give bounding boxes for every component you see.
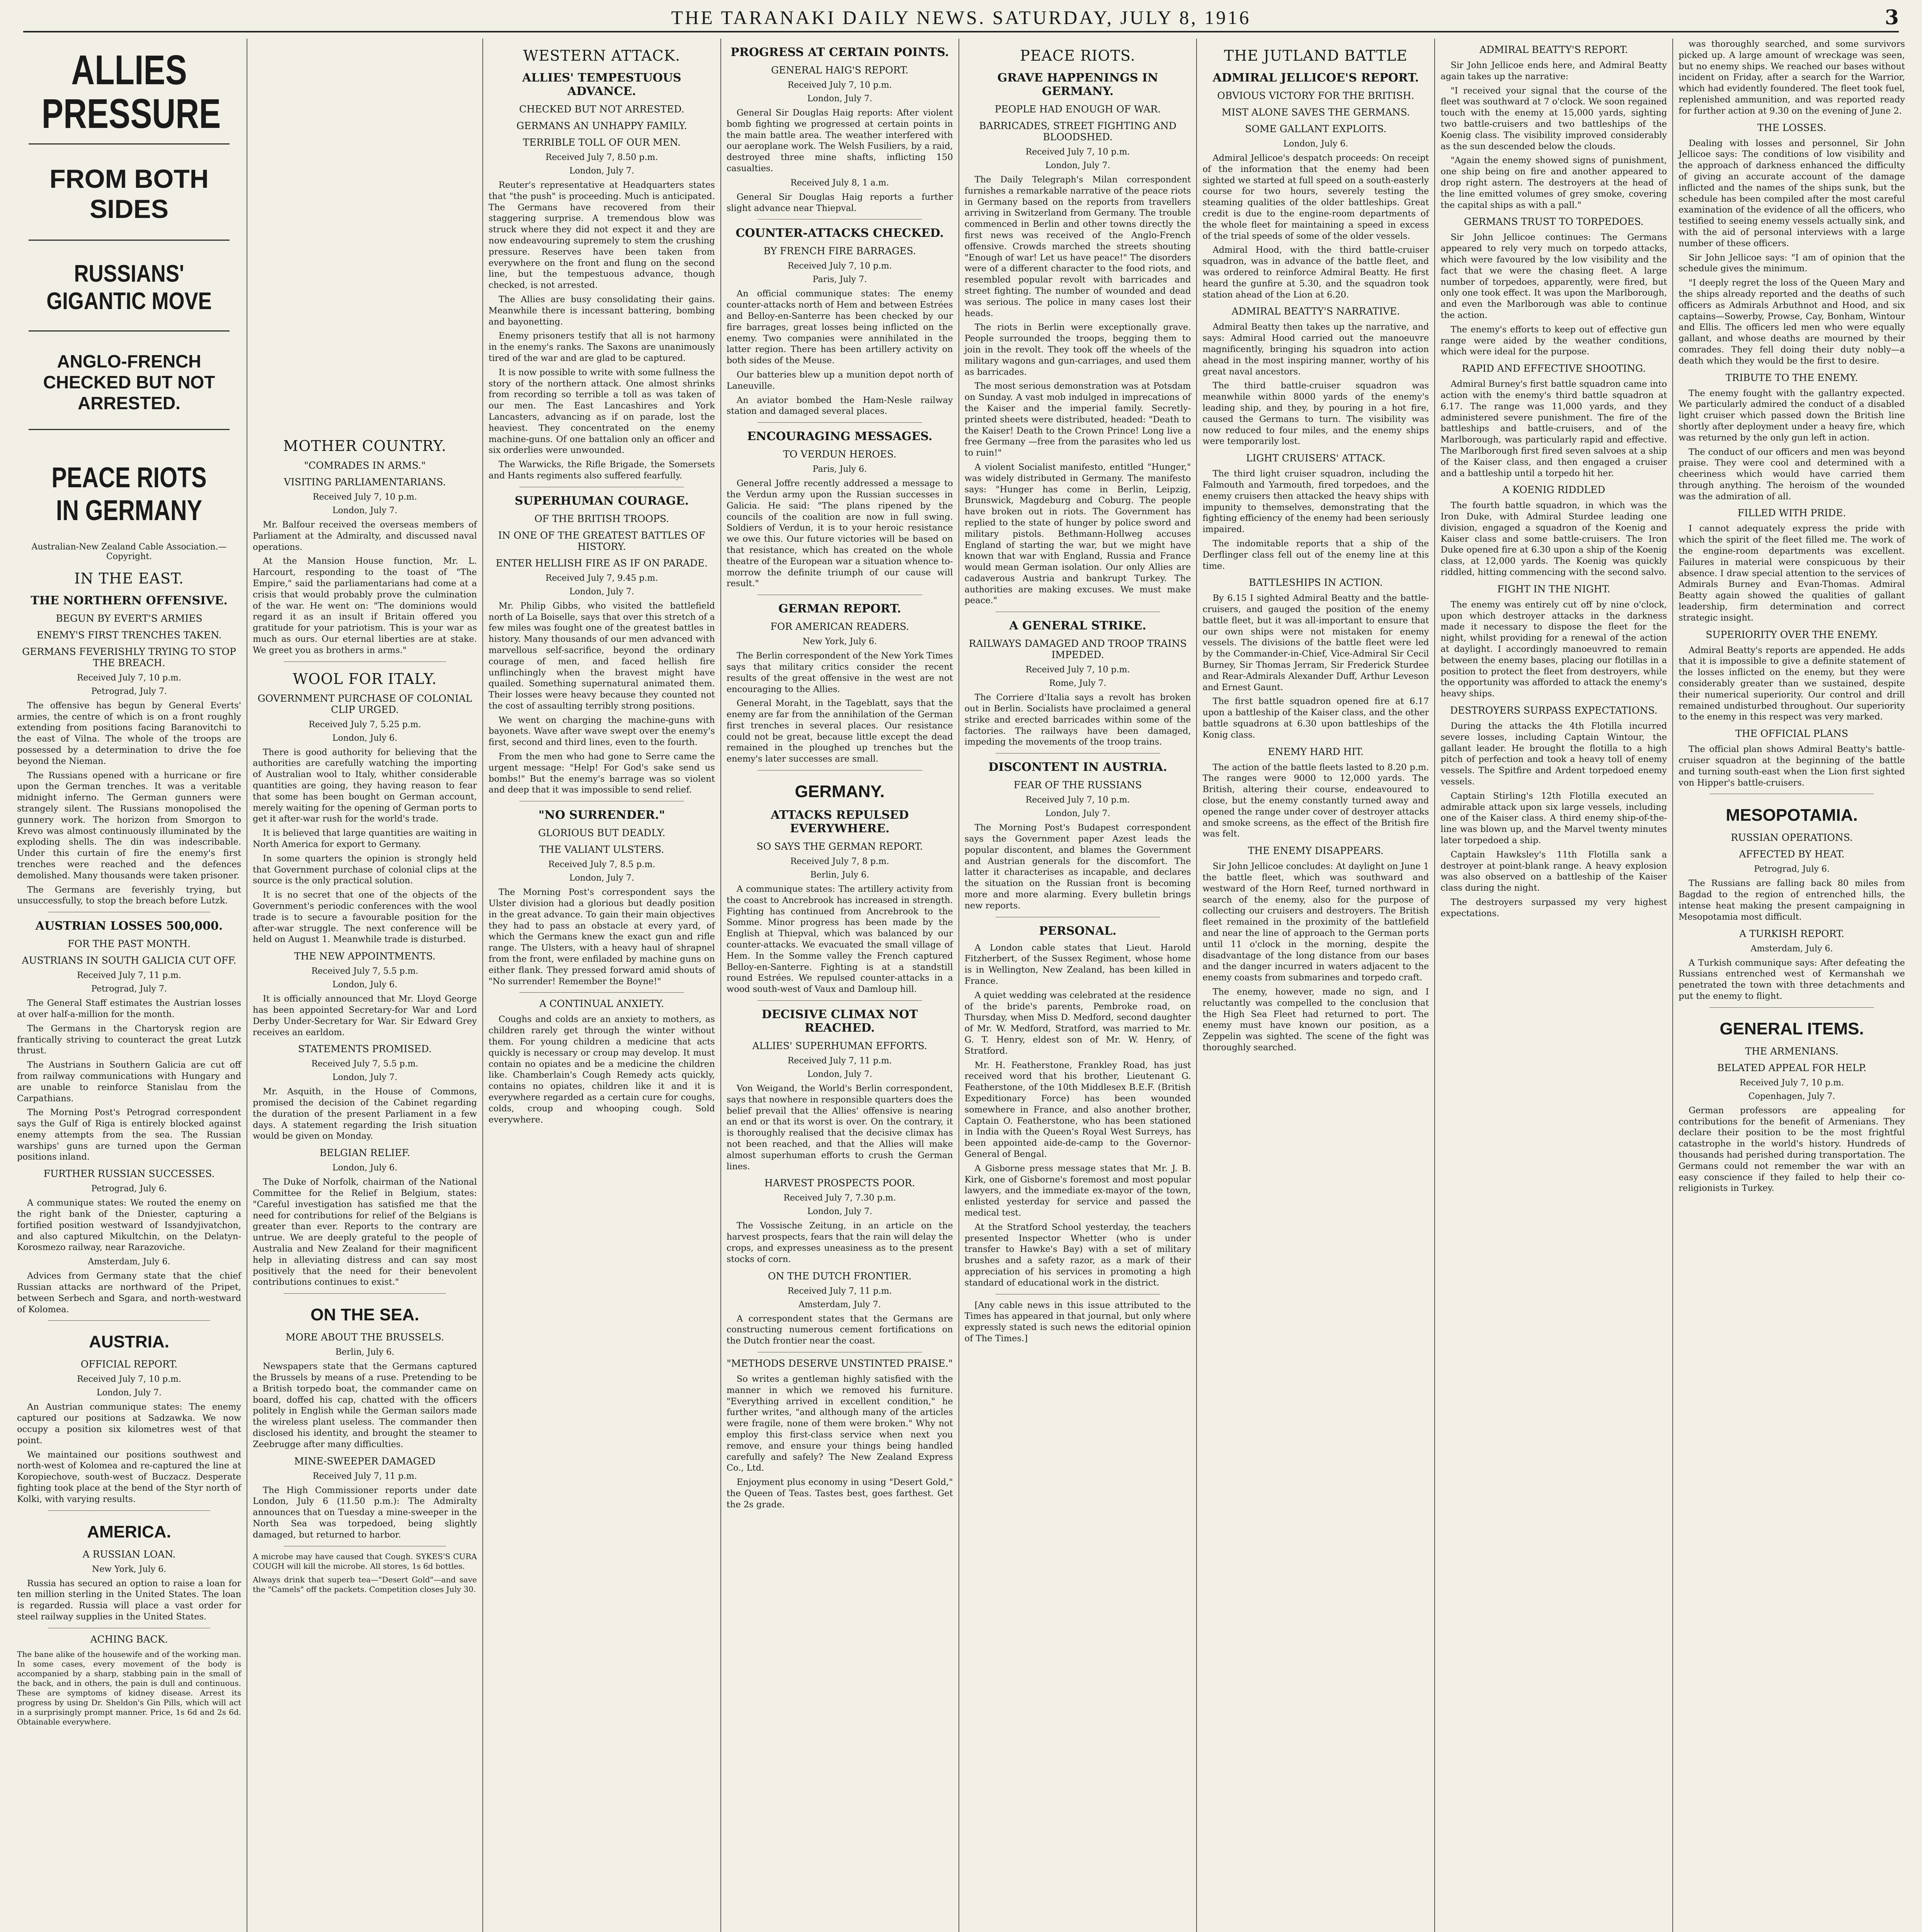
received-line: Received July 7, 10 p.m. [787,261,892,271]
article-paragraph: Mr. Balfour received the overseas members of Parliament at the Admiralty, and discussed naval operations. [253,520,477,552]
article-paragraph: General Joffre recently addressed a message to the Verdun army upon the Russian successes in Galicia. He said: "The plans ripened by the councils of the coalition are now in full swing. Soldiers of Verdun, it is to your heroic resistance we owe this. Our future victories will be based on that resistance, which has created on the whole theatre of the European war a situation whence to-morrow the definite triumph of our cause will result." [726,478,953,589]
section-title: DISCONTENT IN AUSTRIA. [988,760,1167,774]
article-paragraph: The action of the battle fleets lasted to 8.20 p.m. The ranges were 9000 to 12,000 yards. The British, altering their course, endeavoured to close, but the enemy constantly turned away and opened the range under cover of destroyer attacks and smoke screens, as the effect of the British fire was felt. [1202,762,1429,839]
divider [519,992,684,993]
article-paragraph: Mr. Philip Gibbs, who visited the battlefield north of La Boiselle, says that over this stretch of a few miles was fought one of the greatest battles in history. Many thousands of our men advanced with marvellous self-sacrifice, beyond the ordinary courage of men, and faced hellish fire unflinchingly when the bravest might have quailed. Something supernatural animated them. Their losses were heavy because they counted not the cost of assaulting terribly strong positions. [489,600,715,711]
article-paragraph: The enemy's efforts to keep out of effective gun range were aided by the weather conditions, which were ideal for the purpose. [1440,324,1667,357]
section-title: GENERAL ITEMS. [1719,1019,1864,1038]
received-line: Received July 7, 11 p.m. [787,1286,892,1296]
section-title: ON THE DUTCH FRONTIER. [768,1270,912,1282]
received-line: Received July 7, 8.50 p.m. [545,153,658,162]
article-paragraph: An aviator bombed the Ham-Nesle railway station and damaged several places. [726,395,953,417]
article-paragraph: The General Staff estimates the Austrian losses at over half-a-million for the month. [17,998,241,1019]
dateline: London, July 7. [97,1388,162,1398]
received-line: Received July 7, 10 p.m. [1025,795,1130,805]
article-paragraph: "Again the enemy showed signs of punishment, one ship being on fire and another appeared to drop right astern. The destroyers at the head of the line emitted volumes of grey smoke, covering the capital ships as with a pall." [1440,155,1667,210]
dateline: London, July 7. [569,166,634,176]
article-paragraph: Mr. Asquith, in the House of Commons, promised the decision of the Cabinet regarding the duration of the present Parliament in a few days. A statement regarding the Irish situation would be given on Monday. [253,1087,477,1141]
article-paragraph: The Berlin correspondent of the New York Times says that military critics consider the recent results of the great offensive in the west are not encouraging to the Allies. [726,651,953,694]
dateline: Paris, July 6. [812,464,867,474]
article-paragraph: Sir John Jellicoe ends here, and Admiral Beatty again takes up the narrative: [1440,60,1667,82]
section-subtitle: GRAVE HAPPENINGS IN GERMANY. [997,71,1158,98]
article-paragraph: Mr. H. Featherstone, Frankley Road, has just received word that his brother, Lieutenant G. Featherstone, of the 10th Middlesex B.E.F. (British Expeditionary Force) has been wounded somewhere in France, and also another brother, Captain O. Featherstone, who has been stationed in India with the Queen's Royal West Surreys, has been appointed aide-de-camp to the Governor-General of Bengal. [964,1060,1191,1159]
article-paragraph: was thoroughly searched, and some survivors picked up. A large amount of wreckage was seen, but no enemy ships. We reached our bases without incident on Friday, after a search for the Warrior, which had evidently foundered. The fleet took fuel, replenished ammunition, and was reported ready for further action at 9.30 on the evening of June 2. [1679,39,1905,116]
section-title: A TURKISH REPORT. [1739,928,1844,939]
dateline: London, July 6. [332,980,397,990]
section-title: THE NEW APPOINTMENTS. [294,951,436,962]
section-title: "NO SURRENDER." [538,808,665,822]
article-paragraph: At the Stratford School yesterday, the teachers presented Inspector Whetter (who is under transfer to Hawke's Bay) with a set of military brushes and a safety razor, as a mark of their appreciation of his services in promoting a high standard of educational work in the district. [964,1222,1191,1288]
article-paragraph: "I received your signal that the course of the fleet was southward at 7 o'clock. We soon regained touch with the enemy at 15,000 yards, sighting two battle-cruisers and two battleships of the Koenig class. The visibility improved considerably as the sun descended below the clouds. [1440,85,1667,151]
section-subtitle: THE ARMENIANS. [1745,1045,1839,1057]
article-paragraph: Newspapers state that the Germans captured the Brussels by means of a ruse. Pretending to be a British torpedo boat, the commander came on board, doffed his cap, chatted with the officers politely in English while the German sailors made the wireless plant useless. The commander then disclosed his identity, and brought the steamer to Zeebrugge after many difficulties. [253,1361,477,1449]
dateline: Copenhagen, July 7. [1748,1091,1835,1101]
divider [48,1320,210,1321]
headline-sub2: RUSSIANS' GIGANTIC MOVE [46,260,212,315]
advertisement: A microbe may have caused that Cough. SYKES'S CURA COUGH will kill the microbe. All stores, 1s 6d bottles. [253,1551,477,1571]
article-paragraph: Coughs and colds are an anxiety to mothers, as children rarely get through the winter without them. For young children a medicine that acts quickly is necessary or croup may develop. It must contain no opiates and be a medicine the children like. Chamberlain's Cough Remedy acts quickly, contains no opiates, children like it and it is everywhere regarded as a certain cure for coughs, colds, croup and whooping cough. Sold everywhere. [489,1014,715,1125]
article-paragraph: German professors are appealing for contributions for the benefit of Armenians. They declare their position to be the most frightful catastrophe in the world's history. Hundreds of thousands had perished during transportation. The Germans could not remember the war with an easy conscience if they failed to help their co-religionists in Turkey. [1679,1105,1905,1194]
article-paragraph: Enjoyment plus economy in using "Desert Gold," the Queen of Teas. Tastes best, goes farthest. Get the 2s grade. [726,1477,953,1510]
article-paragraph: The Germans in the Chartorysk region are frantically striving to counteract the great Lutzk thrust. [17,1023,241,1056]
article-paragraph: The High Commissioner reports under date London, July 6 (11.50 p.m.): The Admiralty announces that on Tuesday a mine-sweeper in the North Sea was torpedoed, being slightly damaged, but returned to harbor. [253,1485,477,1540]
section-title: BATTLESHIPS IN ACTION. [1249,577,1383,588]
dateline: Berlin, July 6. [810,870,869,880]
section-title: COUNTER-ATTACKS CHECKED. [735,226,944,240]
section-title: GERMANS TRUST TO TORPEDOES. [1464,216,1644,228]
dateline: London, July 7. [807,1070,872,1080]
column-6 [1197,39,1435,1932]
article-paragraph: Von Weigand, the World's Berlin correspondent, says that nowhere in responsible quarters does the belief prevail that the Allies' offensive is nearing an end or that its worst is over. On the contrary, it is thoroughly realised that the decisive climax has not been reached, and that the Allies will make almost superhuman efforts to crush the German lines. [726,1083,953,1172]
article-paragraph: The enemy, however, made no sign, and I reluctantly was compelled to the conclusion that the High Sea Fleet had returned to port. The enemy must have known our position, as a Zeppelin was sighted. The scene of the fight was thoroughly searched. [1202,987,1429,1053]
article-paragraph: A quiet wedding was celebrated at the residence of the bride's parents, Pembroke road, on Thursday, when Miss D. Medford, second daughter of Mr. W. Medford, Stratford, was married to Mr. G. T. Henry, eldest son of Mr. W. Henry, of Stratford. [964,990,1191,1056]
column-5 [959,39,1197,1932]
article-paragraph: The enemy was entirely cut off by nine o'clock, upon which destroyer attacks in the darkness made it necessary to dispose the fleet for the night, whilst providing for a renewal of the action at daylight. I accordingly manoeuvred to remain between the enemy bases, placing our flotillas in a position to protect the fleet from destroyers, while the opportunity was afforded to attack the enemy's heavy ships. [1440,599,1667,699]
dateline: London, July 7. [332,1073,397,1083]
section-title: SUPERIORITY OVER THE ENEMY. [1706,629,1878,640]
section-subtitle: GOVERNMENT PURCHASE OF COLONIAL CLIP URGED. [257,692,472,715]
section-subtitle: ATTACKS REPULSED EVERYWHERE. [771,808,909,836]
newspaper-title: THE TARANAKI DAILY NEWS. SATURDAY, JULY 8, 1916 [671,7,1251,28]
divider [29,330,230,332]
article-paragraph: General Moraht, in the Tageblatt, says that the enemy are far from the annihilation of the German first trenches in several places. Our resistance could not be great, because little except the dead remained in the ploughed up trenches but the enemy's later successes are small. [726,698,953,764]
section-subtitle: VISITING PARLIAMENTARIANS. [284,476,446,488]
article-paragraph: [Any cable news in this issue attributed to the Times has appeared in that journal, but only where expressly stated is such news the editorial opinion of The Times.] [964,1300,1191,1344]
dateline: Amsterdam, July 6. [1750,944,1833,954]
article-paragraph: We maintained our positions southwest and north-west of Kolomea and re-captured the line at Koropiechove, south-west of Buczacz. Desperate fighting took place at the bend of the Styr north of Kolki, with varying results. [17,1449,241,1504]
article-paragraph: The most serious demonstration was at Potsdam on Sunday. A vast mob indulged in imprecations of the Kaiser and the imperial family. Secretly-printed sheets were distributed, headed: "Death to the Kaiser! Death to the Crown Prince! Long live a free Germany —free from the parasites who led us to ruin!" [964,381,1191,458]
article-paragraph: The Daily Telegraph's Milan correspondent furnishes a remarkable narrative of the peace riots in Germany based on the reports from travellers arriving in Switzerland from Germany. The trouble commenced in Berlin and other towns directly the first news was received of the Anglo-French offensive. Crowds marched the streets shouting "Enough of war! Let us have peace!" The disorders were of a different character to the food riots, and resembled popular revolt with barricades and street fighting. The number of wounded and dead was serious. The police in many cases lost their heads. [964,175,1191,318]
article-paragraph: The fourth battle squadron, in which was the Iron Duke, with Admiral Sturdee leading one division, engaged a squadron of the Koenig and Kaiser class and some battle-cruisers. The Iron Duke opened fire at 6.30 upon a ship of the Koenig class, at 12,000 yards. The Koenig was quickly riddled, hitting commencing with the second salvo. [1440,500,1667,578]
headline-spanned-space [253,39,477,429]
article-paragraph: In some quarters the opinion is strongly held that Government purchase of colonial clips at the source is the only practical solution. [253,853,477,886]
article-paragraph: It is officially announced that Mr. Lloyd George has been appointed Secretary-for War and Lord Derby Under-Secretary for War. Sir Edward Grey receives an earldom. [253,994,477,1037]
dateline: London, July 6. [1283,139,1348,149]
section-subtitle: SO SAYS THE GERMAN REPORT. [756,841,923,852]
divider [48,1510,210,1511]
section-title: THE ENEMY DISAPPEARS. [1248,845,1384,857]
section-subtitle: ALLIES' SUPERHUMAN EFFORTS. [752,1040,927,1052]
masthead [23,4,1899,32]
received-line: Received July 7, 5.25 p.m. [308,719,421,730]
section-title: HARVEST PROSPECTS POOR. [764,1177,915,1189]
article-paragraph: "I deeply regret the loss of the Queen Mary and the ships already reported and the deaths of such officers as Admirals Arbuthnot and Hood, and six captains—Sowerby, Prowse, Cay, Bonham, Wintour and Ellis. The officers led men who were equally gallant, and whose deaths are mourned by their comrades. They fell doing their duty nobly—a death which they would be the first to desire. [1679,278,1905,366]
section-title: TRIBUTE TO THE ENEMY. [1725,372,1858,383]
section-subtitle: RUSSIAN OPERATIONS. [1731,832,1853,844]
received-line: Received July 8, 1 a.m. [790,178,889,188]
column-2 [247,39,483,1932]
article-paragraph: Captain Hawksley's 11th Flotilla sank a destroyer at point-blank range. A heavy explosion was also observed on a battleship of the Kaiser class during the night. [1440,849,1667,893]
dateline: Amsterdam, July 6. [88,1257,170,1267]
article-paragraph: The offensive has begun by General Everts' armies, the centre of which is on a front roughly extending from positions facing Baranovitchi to the east of Vilna. The whole of the troops are possessed by a determination to drive the foe beyond the Nieman. [17,700,241,766]
section-subtitle: FEAR OF THE RUSSIANS [1013,779,1142,791]
dateline: New York, July 6. [92,1564,167,1574]
section-title: AUSTRIA. [89,1332,169,1352]
article-paragraph: An Austrian communique states: The enemy captured our positions at Sadzawka. We now occupy a position six kilometres west of that point. [17,1402,241,1446]
dateline: Paris, July 7. [812,275,867,285]
article-paragraph: The destroyers surpassed my very highest expectations. [1440,897,1667,918]
article-paragraph: A communique states: The artillery activity from the coast to Ancrebrook has increased in strength. Fighting has continued from Ancrebrook to the Somme. Minor progress has been made by the English at Thiepval, which was balanced by our counter-attacks. We evacuated the small village of Hem. In the Somme valley the French captured Belloy-en-Santerre. Fighting is at a standstill round Estrées. We repulsed counter-attacks in a wood south-west of Vaux and Damloup hill. [726,884,953,995]
section-title: ADMIRAL BEATTY'S REPORT. [1479,44,1628,55]
article-paragraph: The Germans are feverishly trying, but unsuccessfully, to stop the breach before Lutzk. [17,884,241,906]
section-title: DECISIVE CLIMAX NOT REACHED. [761,1008,918,1035]
section-subtitle: FOR THE PAST MONTH. [67,938,191,950]
divider [758,422,922,423]
section-subtitle: RAILWAYS DAMAGED AND TROOP TRAINS IMPEDED. [969,638,1187,661]
section-subtitle: ENTER HELLISH FIRE AS IF ON PARADE. [495,557,708,569]
dateline: London, July 7. [1045,809,1110,819]
received-line: Received July 7, 11 p.m. [77,971,181,981]
section-title: GERMANY. [795,782,885,801]
dateline: London, July 7. [569,873,634,883]
received-line: Received July 7, 11 p.m. [787,1056,892,1066]
section-subtitle: THE VALIANT ULSTERS. [539,844,664,855]
divider [29,240,230,241]
received-line: Received July 7, 8 p.m. [790,857,889,867]
received-line: Received July 7, 10 p.m. [1740,1078,1844,1088]
article-paragraph: The official plan shows Admiral Beatty's battle-cruiser squadron at the beginning of the battle and turning south-east when the Lion first sighted von Hipper's battle-cruisers. [1679,744,1905,788]
divider [29,143,230,145]
section-subtitle: IN ONE OF THE GREATEST BATTLES OF HISTORY. [498,529,705,552]
section-subtitle: OF THE BRITISH TROOPS. [534,513,669,524]
article-paragraph: Admiral Beatty's reports are appended. He adds that it is impossible to give a definite statement of the losses inflicted on the enemy, but they were considerably greater than we sustained, despite their numerical superiority. Our control and drill remained undisturbed throughout. Our superiority to the enemy in this respect was very marked. [1679,645,1905,722]
section-subtitle: ALLIES' TEMPESTUOUS ADVANCE. [522,71,681,98]
article-paragraph: Admiral Burney's first battle squadron came into action with the enemy's third battle squadron at 6.17. The range was 11,000 yards, and they administered severe punishment. The fire of the battleships and battle-cruisers, and of the Marlborough, was particularly rapid and effective. The Marlborough first fired seven salvoes at a ship of the Kaiser class, and then engaged a cruiser and a battleship until a torpedo hit her. [1440,379,1667,478]
received-line: Received July 7, 8.5 p.m. [548,860,655,870]
received-line: Received July 7, 10 p.m. [77,1374,181,1384]
article-paragraph: At the Mansion House function, Mr. L. Harcourt, responding to the toast of "The Empire," said the parliamentarians had come at a crisis that would probably prove the culmination of the war. He went on: "The dominions would regard it as an insult if Britain offered you gratitude for your patriotism. This is your war as much as ours. Our eternal liberties are at stake. We greet you as brothers in arms." [253,556,477,655]
dateline: London, July 7. [332,506,397,515]
received-line: Received July 7, 10 p.m. [1025,147,1130,157]
article-paragraph: So writes a gentleman highly satisfied with the manner in which we removed his furniture. "Everything arrived in excellent condition," he further writes, "and although many of the articles were fragile, none of them were broken." Why not employ this first-class service when next you remove, and ensure your things being handled carefully and safely? The New Zealand Express Co., Ltd. [726,1374,953,1473]
article-paragraph: A Gisborne press message states that Mr. J. B. Kirk, one of Gisborne's foremost and most popular lawyers, and the immediate ex-mayor of the town, enlisted yesterday for service and passed the medical test. [964,1163,1191,1218]
dateline: London, July 7. [1045,161,1110,170]
article-paragraph: During the attacks the 4th Flotilla incurred severe losses, including Captain Wintour, the gallant leader. He brought the flotilla to a high pitch of perfection and took a heavy toll of enemy vessels. The Spitfire and Ardent torpedoed enemy vessels. [1440,721,1667,787]
section-subtitle: BEGUN BY EVERT'S ARMIES [56,612,203,624]
section-title: GERMAN REPORT. [778,602,901,616]
divider [1709,1007,1874,1008]
section-title: WOOL FOR ITALY. [293,670,437,687]
article-paragraph: It is now possible to write with some fullness the story of the northern attack. One almost shrinks from recording so terrible a toll as was taken of our men. The East Lancashires and York Lancasters, advancing as if on parade, lost the heaviest. They concentrated on the enemy machine-guns. Of one battalion only an officer and six orderlies were unwounded. [489,367,715,456]
section-title: "METHODS DESERVE UNSTINTED PRAISE." [727,1358,953,1369]
article-paragraph: Our batteries blew up a munition depot north of Laneuville. [726,369,953,391]
article-paragraph: Enemy prisoners testify that all is not harmony in the enemy's ranks. The Saxons are unanimously tired of the war and are glad to be captured. [489,331,715,363]
section-title: AMERICA. [87,1522,171,1541]
column-1 [12,39,247,1932]
article-paragraph: The Corriere d'Italia says a revolt has broken out in Berlin. Socialists have proclaimed a general strike and erected barricades within some of the factories. The railways have been damaged, impeding the movements of the troop trains. [964,692,1191,747]
section-title: A GENERAL STRIKE. [1009,619,1146,633]
article-paragraph: The third battle-cruiser squadron was meanwhile within 8000 yards of the enemy's leading ship, and they, by pouring in a hot fire, caused the Germans to turn. The visibility was now reduced to four miles, and the enemy ships were temporarily lost. [1202,381,1429,447]
article-paragraph: By 6.15 I sighted Admiral Beatty and the battle-cruisers, and gauged the position of the enemy battle fleet, but it was all-important to ensure that our own ships were not mistaken for enemy vessels. The divisions of the battle fleet were led by the Commander-in-Chief, Vice-Admiral Sir Cecil Burney, Sir Thomas Jerram, Sir Frederick Sturdee and Rear-Admirals Alexander Duff, Arthur Leveson and Ernest Gaunt. [1202,593,1429,692]
article-paragraph: Dealing with losses and personnel, Sir John Jellicoe says: The conditions of low visibility and the approach of darkness enhanced the difficulty of giving an accurate account of the damage inflicted and the names of the ships sunk, but the schedule has been compiled after the most careful examination of the evidence of all the officers, who testified to seeing enemy vessels actually sink, and with the aid of personal interviews with a large number of these officers. [1679,138,1905,248]
section-subtitle: SOME GALLANT EXPLOITS. [1245,123,1387,134]
section-subtitle: AFFECTED BY HEAT. [1739,849,1845,860]
section-title: SUPERHUMAN COURAGE. [514,494,689,508]
article-paragraph: The Morning Post's Budapest correspondent says the Government paper Azest leads the popular discontent, and blames the Government and Austrian generals for the discomfort. The latter it characterises as incapable, and declares the situation on the Russian front is becoming more and more alarming. Every bulletin brings new reports. [964,823,1191,911]
divider [758,1000,922,1001]
article-paragraph: The Warwicks, the Rifle Brigade, the Somersets and Hants regiments also suffered fearfully. [489,459,715,481]
column-7 [1435,39,1673,1932]
section-title: FILLED WITH PRIDE. [1737,507,1846,519]
article-paragraph: A London cable states that Lieut. Harold Fitzherbert, of the Sussex Regiment, whose home is in Wellington, New Zealand, has been killed in France. [964,942,1191,986]
section-title: ON THE SEA. [310,1305,419,1325]
article-paragraph: The Morning Post's Petrograd correspondent says the Gulf of Riga is entirely blocked against enemy attempts from the sea. The Russian warships' guns are turned upon the German positions inland. [17,1107,241,1162]
article-paragraph: The Duke of Norfolk, chairman of the National Committee for the Relief in Belgium, states: "Careful investigation has satisfied me that the need for contributions for relief of the Belgians is greater than ever. Reports to the contrary are untrue. We are deeply grateful to the people of Australia and New Zealand for their magnificent help in alleviating distress and can say most positively that the need for their benevolent contributions continues to exist." [253,1177,477,1287]
section-subtitle: TO VERDUN HEROES. [783,449,897,460]
section-title: RAPID AND EFFECTIVE SHOOTING. [1462,363,1646,374]
received-line: Received July 7, 10 p.m. [313,492,417,502]
dateline: London, July 6. [332,733,397,743]
article-paragraph: It is believed that large quantities are waiting in North America for export to Germany. [253,828,477,849]
section-subtitle: AUSTRIANS IN SOUTH GALICIA CUT OFF. [22,955,237,966]
section-subtitle: FOR AMERICAN READERS. [770,621,909,633]
article-paragraph: A communique states: We routed the enemy on the right bank of the Dniester, capturing a fortified position westward of Issandyjivatchon, and also captured Mikultchin, on the Delatyn-Korosmezo railway, near Rarazoviche. [17,1198,241,1253]
dateline: Petrograd, July 7. [91,686,167,696]
article-paragraph: Sir John Jellicoe says: "I am of opinion that the schedule gives the minimum. [1679,252,1905,274]
section-title: MOTHER COUNTRY. [283,437,447,454]
section-subtitle: GERMANS FEVERISHLY TRYING TO STOP THE BREACH. [22,646,236,668]
section-title: MINE-SWEEPER DAMAGED [294,1455,436,1467]
dateline: Petrograd, July 7. [91,984,167,994]
section-subtitle: BY FRENCH FIRE BARRAGES. [763,245,916,257]
section-title: FURTHER RUSSIAN SUCCESSES. [43,1168,215,1180]
section-title: THE JUTLAND BATTLE [1224,47,1408,64]
dateline: London, July 7. [807,1207,872,1217]
article-paragraph: The third light cruiser squadron, including the Falmouth and Yarmouth, fired torpedoes, and the enemy cruisers then attacked the heavy ships with impunity to themselves, demonstrating that the fighting efficiency of the enemy had been seriously impaired. [1202,469,1429,535]
dateline: Petrograd, July 6. [1754,864,1830,874]
article-paragraph: General Sir Douglas Haig reports a further slight advance near Thiepval. [726,192,953,213]
article-paragraph: There is good authority for believing that the authorities are carefully watching the importing of Australian wool to Italy, whither considerable quantities are going, they having reason to fear that some has been bought on German account, merely waiting for the opening of German ports to get it after-war rush for the world's trade. [253,747,477,824]
section-subtitle: A RUSSIAN LOAN. [82,1548,176,1560]
section-title: DESTROYERS SURPASS EXPECTATIONS. [1450,705,1658,716]
section-subtitle: GLORIOUS BUT DEADLY. [538,827,666,839]
section-subtitle: OBVIOUS VICTORY FOR THE BRITISH. [1217,90,1415,101]
article-paragraph: An official communique states: The enemy counter-attacks north of Hem and between Estrées and Belloy-en-Santerre has been checked by our fire barrages, great losses being inflicted on the enemy. Two companies were annihilated in the latter region. There has been artillery activity on both sides of the Meuse. [726,289,953,366]
article-paragraph: Reuter's representative at Headquarters states that "the push" is proceeding. Much is anticipated. The Germans have recovered from their staggering surprise. A tremendous blow was struck where they did not expect it and they are now endeavouring supremely to stem the crushing pressure. Reserves have been taken from everywhere on the front and flung on the second line, but the tempestuous advance, though checked, is not arrested. [489,180,715,291]
dateline: London, July 6. [332,1163,397,1173]
section-subtitle: GENERAL HAIG'S REPORT. [771,65,909,76]
article-paragraph: Admiral Beatty then takes up the narrative, and says: Admiral Hood carried out the manoeuvre magnificently, bringing his squadron into action ahead in the most inspiring manner, worthy of his great naval ancestors. [1202,322,1429,377]
article-paragraph: General Sir Douglas Haig reports: After violent bomb fighting we progressed at certain points in the main battle area. The weather interfered with our aeroplane work. The Welsh Fusiliers, by a raid, destroyed three mine shafts, inflicting 150 casualties. [726,108,953,173]
article-paragraph: The Austrians in Southern Galicia are cut off from railway communications with Hungary and are unable to reinforce Stanislau from the Carpathians. [17,1060,241,1104]
received-line: Received July 7, 10 p.m. [787,80,892,90]
section-title: ENEMY HARD HIT. [1268,746,1364,757]
article-paragraph: Sir John Jellicoe continues: The Germans appeared to rely very much on torpedo attacks, which were favoured by the low visibility and the fact that we were the chasing fleet. A large number of torpedoes, apparently, were fired, but only one took effect. It was upon the Marlborough, and even the Marlborough was able to continue the action. [1440,232,1667,320]
article-paragraph: Admiral Hood, with the third battle-cruiser squadron, was in advance of the battle fleet, and was ordered to reinforce Admiral Beatty. He first heard the gunfire at 5.30, and the squadron took station ahead of the Lion at 6.20. [1202,245,1429,300]
section-title: ENCOURAGING MESSAGES. [747,430,933,444]
cable-credit: Australian-New Zealand Cable Association.—Copyright. [31,542,227,561]
divider [29,429,230,430]
dateline: Berlin, July 6. [335,1347,395,1357]
section-title: LIGHT CRUISERS' ATTACK. [1246,452,1386,464]
article-paragraph: We went on charging the machine-guns with bayonets. Wave after wave swept over the enemy's first, second and third lines, even to the fourth. [489,715,715,748]
article-paragraph: The Allies are busy consolidating their gains. Meanwhile there is incessant battering, bombing and bayonetting. [489,294,715,327]
article-paragraph: Advices from Germany state that the chief Russian attacks are northward of the Pripet, between Serbech and Sgara, and north-westward of Kolomea. [17,1271,241,1315]
section-title: AUSTRIAN LOSSES 500,000. [35,919,223,933]
received-line: Received July 7, 9.45 p.m. [545,573,658,583]
section-title: PERSONAL. [1039,924,1117,938]
article-paragraph: A Turkish communique says: After defeating the Russians entrenched west of Kermanshah we penetrated the town with three detachments and put the enemy to flight. [1679,957,1905,1001]
article-paragraph: The conduct of our officers and men was beyond praise. They were cool and determined with a cheeriness which would have carried them through anything. The heroism of the wounded was the admiration of all. [1679,447,1905,502]
section-title: STATEMENTS PROMISED. [298,1043,432,1055]
section-title: IN THE EAST. [74,570,184,587]
column-4 [721,39,959,1932]
article-paragraph: A correspondent states that the Germans are constructing numerous cement fortifications on the Dutch frontier near the coast. [726,1313,953,1346]
section-title: THE OFFICIAL PLANS [1735,728,1848,740]
column-8 [1673,39,1910,1932]
headline-sub3: ANGLO-FRENCH CHECKED BUT NOT ARRESTED. [43,351,215,413]
received-line: Received July 7, 5.5 p.m. [311,1059,419,1069]
section-title: THE LOSSES. [1757,122,1827,133]
headline-sub4: PEACE RIOTS IN GERMANY [51,461,207,526]
article-paragraph: The indomitable reports that a ship of the Derflinger class fell out of the enemy line at this time. [1202,538,1429,571]
received-line: Received July 7, 7.30 p.m. [783,1193,896,1203]
headline-main: ALLIES PRESSURE [41,46,221,137]
section-title: PROGRESS AT CERTAIN POINTS. [730,46,949,59]
section-title: ADMIRAL BEATTY'S NARRATIVE. [1231,306,1400,317]
section-title: WESTERN ATTACK. [523,47,681,64]
section-title: BELGIAN RELIEF. [319,1147,410,1159]
article-paragraph: The enemy fought with the gallantry expected. We particularly admired the conduct of a disabled light cruiser which passed down the British line shortly after deployment under a heavy fire, which was returned by the only gun left in action. [1679,388,1905,443]
section-title: A KOENIG RIDDLED [1502,484,1605,496]
received-line: Received July 7, 10 p.m. [77,673,181,683]
columns [12,39,1910,1932]
ad-title: ACHING BACK. [90,1633,168,1645]
section-subtitle: CHECKED BUT NOT ARRESTED. [519,104,684,115]
article-paragraph: Sir John Jellicoe concludes: At daylight on June 1 the battle fleet, which was southward and westward of the Horn Reef, turned northward in search of the enemy, also for the purpose of collecting our cruisers and destroyers. The British fleet remained in the proximity of the battlefield and near the line of approach to the German ports until 11 o'clock in the morning, despite the disadvantage of the long distance from our bases and the danger incurred in waters adjacent to the enemy coasts from submarines and torpedo craft. [1202,861,1429,983]
section-subtitle: OFFICIAL REPORT. [80,1359,178,1370]
section-subtitle: ENEMY'S FIRST TRENCHES TAKEN. [36,629,222,641]
section-title: FIGHT IN THE NIGHT. [1497,583,1610,595]
article-paragraph: Russia has secured an option to raise a loan for ten million sterling in the United States. The loan is regarded. Russia will place a vast order for steel railway supplies in the United States. [17,1578,241,1622]
dateline: London, July 7. [569,587,634,597]
dateline: New York, July 6. [802,637,877,647]
article-paragraph: The Russians are falling back 80 miles from Bagdad to the region of entrenched hills, the intense heat making the present campaigning in Mesopotamia most difficult. [1679,878,1905,922]
page-number: 3 [1885,5,1899,29]
section-title: MESOPOTAMIA. [1726,806,1858,825]
article-paragraph: The Morning Post's correspondent says the Ulster division had a glorious but deadly position in the great advance. To gain their main objectives they had to pass an obstacle at every yard, of which the Germans knew the exact gun and rifle range. The Ulsters, with a heavy haul of shrapnel from the front, were enfiladed by machine guns on either flank. They pressed forward amid shouts of "No surrender! Remember the Boyne!" [489,887,715,986]
advertisement: The bane alike of the housewife and of the working man. In some cases, every movement of the body is accompanied by a sharp, stabbing pain in the small of the back, and in others, the pain is dull and continuous. These are symptoms of kidney disease. Arrest its progress by using Dr. Sheldon's Gin Pills, which will act in a surprisingly prompt manner. Price, 1s 6d and 2s 6d. Obtainable everywhere. [17,1649,241,1726]
article-paragraph: The Vossische Zeitung, in an article on the harvest prospects, fears that the rain will delay the crops, and expresses uneasiness as to the present stocks of corn. [726,1221,953,1264]
dateline: London, July 7. [807,94,872,104]
section-subtitle: "COMRADES IN ARMS." [304,460,426,471]
section-title: PEACE RIOTS. [1020,47,1135,64]
section-subtitle: THE NORTHERN OFFENSIVE. [31,594,228,607]
section-subtitle: ADMIRAL JELLICOE'S REPORT. [1212,71,1419,85]
article-paragraph: The first battle squadron opened fire at 6.17 upon a battleship of the Kaiser class, and the other battle squadrons at 6.30 upon battleships of the Konig class. [1202,696,1429,740]
article-paragraph: It is no secret that one of the objects of the Government's periodic conferences with the wool trade is to secure a favourable position for the after-war struggle. The next conference will be held on August 1. Meanwhile trade is disturbed. [253,890,477,945]
received-line: Received July 7, 5.5 p.m. [311,966,419,976]
section-subtitle: GERMANS AN UNHAPPY FAMILY. [516,120,687,131]
article-paragraph: A violent Socialist manifesto, entitled "Hunger," was widely distributed in Germany. The manifesto says: "Hunger has come in Berlin, Leipzig, Brunswick, Magdeburg and Coburg. The people have broken out in riots. The Government has replied to the state of hunger by police sword and military pistols. Bethmann-Hollweg accuses England of starting the war, but we might have known that war with England, Russia and France would mean German isolation. Our only Allies are cadaverous Austria and bankrupt Turkey. The authorities are making excuses. We must make peace." [964,462,1191,606]
dateline: Petrograd, July 6. [91,1184,167,1194]
headline-sub1: FROM BOTH SIDES [49,164,209,224]
article-paragraph: Admiral Jellicoe's despatch proceeds: On receipt of the information that the enemy had been sighted we started at full speed on a south-easterly course for two hours, severely testing the steaming qualities of the older battleships. Great credit is due to the engine-room departments of the whole fleet for maintaining a speed in excess of the trial speeds of some of the older vessels. [1202,153,1429,241]
article-paragraph: Captain Stirling's 12th Flotilla executed an admirable attack upon six large vessels, including one of the Kaiser class. A third enemy ship-of-the-line was blown up, and the Marvel twenty minutes later torpedoed a ship. [1440,791,1667,846]
received-line: Received July 7, 11 p.m. [313,1471,417,1481]
received-line: Received July 7, 10 p.m. [1025,665,1130,675]
article-paragraph: From the men who had gone to Serre came the urgent message: "Help! For God's sake send us bombs!" But the enemy's barrage was so violent and deep that it was impossible to send relief. [489,752,715,795]
section-title: A CONTINUAL ANXIETY. [539,998,664,1010]
advertisement: Always drink that superb tea—"Desert Gold"—and save the "Camels" off the packets. Competition closes July 30. [253,1575,477,1594]
article-paragraph: The Russians opened with a hurricane or fire upon the German trenches. It was a veritable midnight inferno. The German gunners were strangely silent. The Russians monopolised the gunnery work. The horizon from Smorgon to Krevo was almost continuously illuminated by the exploding shells. The din was indescribable. Under this curtain of fire the enemy's first trenches were reached and the defences demolished. Many thousands were taken prisoner. [17,770,241,881]
column-3 [483,39,721,1932]
section-subtitle: BARRICADES, STREET FIGHTING AND BLOODSHED. [979,120,1176,143]
dateline: Amsterdam, July 7. [798,1299,881,1310]
section-subtitle: PEOPLE HAD ENOUGH OF WAR. [994,104,1161,115]
section-subtitle: BELATED APPEAL FOR HELP. [1717,1062,1867,1073]
section-subtitle: MIST ALONE SAVES THE GERMANS. [1221,107,1410,118]
divider [284,1293,446,1294]
dateline: Rome, July 7. [1049,679,1107,689]
article-paragraph: I cannot adequately express the pride with which the spirit of the fleet filled me. The work of the engine-room departments was excellent. Failures in material were conspicuous by their absence. I draw special attention to the services of Admirals Burney and Evan-Thomas. Admiral Beatty again showed the qualities of gallant leadership, firm determination and correct strategic insight. [1679,524,1905,623]
section-subtitle: MORE ABOUT THE BRUSSELS. [286,1332,444,1343]
article-paragraph: The riots in Berlin were exceptionally grave. People surrounded the troops, begging them to join in the revolt. They took off the wheels of the military wagons and gun-carriages, and used them as barricades. [964,322,1191,377]
section-subtitle: TERRIBLE TOLL OF OUR MEN. [523,137,681,148]
